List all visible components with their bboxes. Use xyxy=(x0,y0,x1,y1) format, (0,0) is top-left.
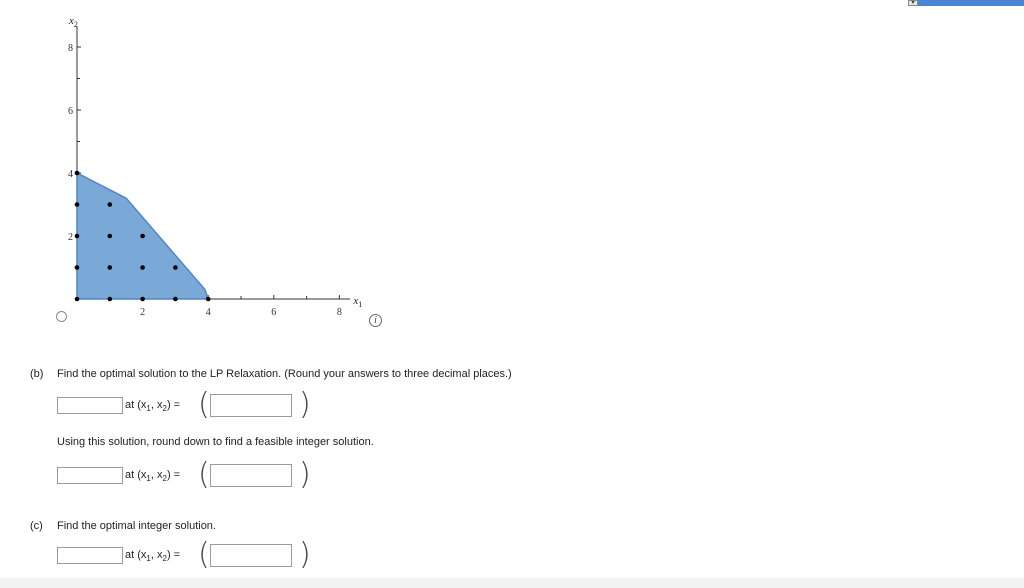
integer-point xyxy=(75,202,80,207)
y-tick-label: 6 xyxy=(68,106,73,117)
left-paren: ( xyxy=(198,387,210,422)
part-b-rounded-answer-row xyxy=(57,457,357,492)
y-axis-title: $x_2$ xyxy=(69,15,78,29)
integer-point xyxy=(140,234,145,239)
round-down-instruction: Using this solution, round down to find a feasible integer solution. xyxy=(57,436,374,448)
at-label: at ($x_1$, $x_2$) = xyxy=(125,549,181,564)
y-tick-label: 8 xyxy=(68,43,73,54)
integer-point xyxy=(108,234,113,239)
top-scrollbar[interactable] xyxy=(908,0,1024,6)
x-tick-label: 8 xyxy=(336,307,342,318)
integer-solution-point-input[interactable] xyxy=(210,544,292,567)
rounded-solution-point-input[interactable] xyxy=(210,464,292,487)
part-c-integer-answer-row xyxy=(57,537,357,572)
integer-point xyxy=(75,265,80,270)
x-axis-title: $x_1$ xyxy=(353,295,363,309)
integer-point xyxy=(173,297,178,302)
integer-point xyxy=(140,265,145,270)
integer-point xyxy=(75,297,80,302)
part-b-prompt: Find the optimal solution to the LP Relaxation. (Round your answers to three decimal places.) xyxy=(57,368,512,380)
y-tick-label: 2 xyxy=(68,232,73,243)
left-paren: ( xyxy=(198,537,210,572)
integer-point xyxy=(108,202,113,207)
lp-solution-point-input[interactable] xyxy=(210,394,292,417)
scroll-arrow-icon[interactable]: ▾ xyxy=(908,0,918,6)
lp-graph xyxy=(0,0,420,330)
right-paren: ) xyxy=(299,457,311,492)
integer-point xyxy=(75,171,80,176)
y-axis-subscript: 2 xyxy=(73,20,78,29)
at-label: at ($x_1$, $x_2$) = xyxy=(125,469,181,484)
integer-objective-value-input[interactable] xyxy=(57,547,123,564)
integer-point xyxy=(108,265,113,270)
at-label: at ($x_1$, $x_2$) = xyxy=(125,399,181,414)
part-c-prompt: Find the optimal integer solution. xyxy=(57,520,216,532)
rounded-objective-value-input[interactable] xyxy=(57,467,123,484)
right-paren: ) xyxy=(299,387,311,422)
x-tick-label: 4 xyxy=(205,307,211,318)
x-axis-subscript: 1 xyxy=(358,300,363,309)
x-tick-label: 2 xyxy=(140,307,146,318)
integer-point xyxy=(173,265,178,270)
graph-select-radio[interactable] xyxy=(56,311,67,322)
part-b-label: (b) xyxy=(30,368,44,380)
part-c-label: (c) xyxy=(30,520,43,532)
y-tick-label: 4 xyxy=(68,169,73,180)
part-b-lp-answer-row xyxy=(57,387,357,422)
integer-point xyxy=(108,297,113,302)
left-paren: ( xyxy=(198,457,210,492)
integer-point xyxy=(206,297,211,302)
integer-point xyxy=(140,297,145,302)
bottom-bar xyxy=(0,578,1024,588)
info-icon[interactable]: i xyxy=(369,314,382,327)
integer-point xyxy=(75,234,80,239)
lp-objective-value-input[interactable] xyxy=(57,397,123,414)
right-paren: ) xyxy=(299,537,311,572)
x-tick-label: 6 xyxy=(271,307,277,318)
